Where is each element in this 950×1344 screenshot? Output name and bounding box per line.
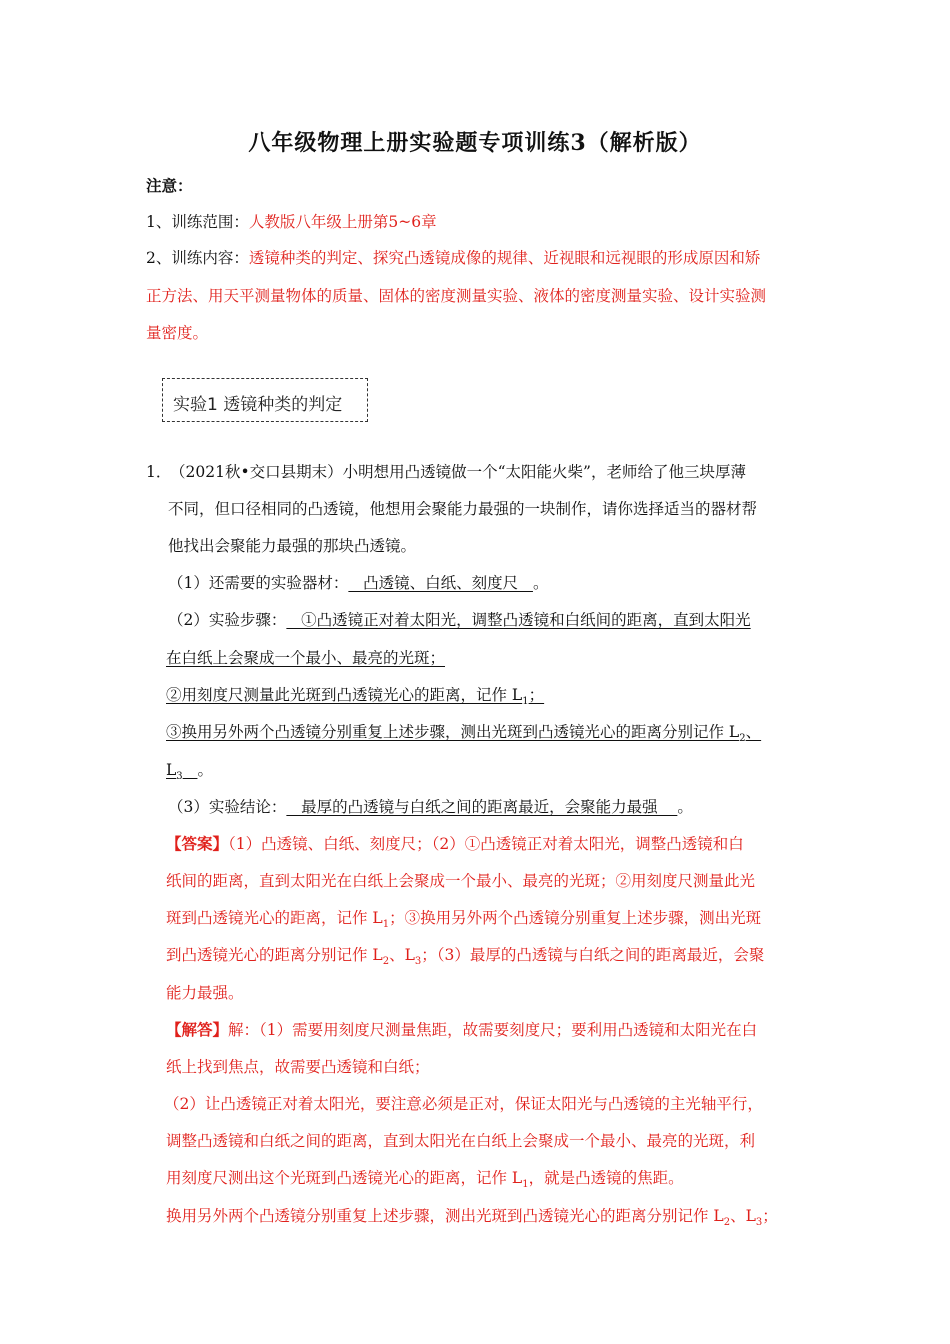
note-label: 注意：	[146, 176, 193, 195]
analysis-line-6-mid: 、L	[730, 1207, 756, 1225]
part-2-line-4-text: ③换用另外两个凸透镜分别重复上述步骤，测出光斑到凸透镜光心的距离分别记作 L	[166, 723, 740, 741]
part-2-end: 。	[197, 761, 213, 779]
answer-sub-3: 3	[414, 956, 422, 968]
part-1-answer: 凸透镜、白纸、刻度尺	[348, 574, 533, 592]
answer-line-4-end: ；（3）最厚的凸透镜与白纸之间的距离最近，会聚	[421, 946, 765, 964]
answer-line-3-end: ；③换用另外两个凸透镜分别重复上述步骤，测出光斑	[389, 909, 762, 927]
answer-line-1-text: （1）凸透镜、白纸、刻度尺；（2）①凸透镜正对着太阳光，调整凸透镜和白	[228, 835, 744, 853]
question-number: 1．	[146, 463, 172, 481]
part-1-end: 。	[532, 574, 549, 592]
part-1	[168, 573, 548, 593]
analysis-line-2: 纸上找到焦点，故需要凸透镜和白纸；	[166, 1058, 430, 1076]
answer-sub-2: 2	[382, 956, 390, 968]
page-title: 八年级物理上册实验题专项训练3（解析版）	[248, 130, 702, 156]
sub-2: 2	[739, 733, 746, 745]
training-content	[146, 248, 760, 268]
part-2-line-4-end: 、	[745, 723, 762, 741]
scope-prefix: 1、训练范围：	[146, 213, 249, 231]
question-line-3: 他找出会聚能力最强的那块凸透镜。	[168, 537, 417, 555]
answer-line-4-text: 到凸透镜光心的距离分别记作 L	[166, 946, 383, 964]
part-2-line-5	[166, 760, 213, 787]
answer-line-3-text: 斑到凸透镜光心的距离，记作 L	[166, 909, 383, 927]
part-3-answer: 最厚的凸透镜与白纸之间的距离最近，会聚能力最强	[286, 798, 678, 816]
answer-sub-1: 1	[382, 919, 390, 931]
analysis-sub-3: 3	[755, 1217, 763, 1229]
training-scope	[146, 212, 437, 232]
content-line-3: 量密度。	[146, 324, 209, 342]
part-2-line-5-pad	[183, 761, 198, 779]
analysis-label: 【解答】	[166, 1020, 229, 1039]
answer-line-4-mid: 、L	[389, 946, 415, 964]
analysis-line-5-text: 用刻度尺测出这个光斑到凸透镜光心的距离，记作 L	[166, 1169, 523, 1187]
analysis-line-4: 调整凸透镜和白纸之间的距离，直到太阳光在白纸上会聚成一个最小、最亮的光斑，利	[166, 1132, 756, 1150]
analysis-line-6-text: 换用另外两个凸透镜分别重复上述步骤，测出光斑到凸透镜光心的距离分别记作 L	[166, 1207, 724, 1225]
analysis-sub-1: 1	[522, 1179, 529, 1191]
section-heading-box	[162, 378, 368, 422]
part-2	[168, 610, 751, 630]
content-line-2: 正方法、用天平测量物体的质量、固体的密度测量实验、液体的密度测量实验、设计实验测	[146, 287, 767, 305]
part-2-line-5-text: L	[166, 761, 177, 779]
analysis-line-1-text: 解：（1）需要用刻度尺测量焦距，故需要刻度尺；要利用凸透镜和太阳光在白	[228, 1021, 758, 1039]
section-title: 实验1 透镜种类的判定	[173, 395, 343, 415]
answer-line-3	[166, 908, 761, 935]
sub-3: 3	[176, 771, 183, 783]
answer-line-2: 纸间的距离，直到太阳光在白纸上会聚成一个最小、最亮的光斑；②用刻度尺测量此光	[166, 872, 756, 890]
analysis-line-1	[166, 1020, 757, 1040]
question-line-2: 不同，但口径相同的凸透镜，他想用会聚能力最强的一块制作，请你选择适当的器材帮	[168, 500, 758, 518]
part-2-line-4	[166, 722, 761, 749]
analysis-sub-2: 2	[723, 1217, 731, 1229]
part-2-line-2: 在白纸上会聚成一个最小、最亮的光斑；	[166, 649, 446, 667]
scope-value: 人教版八年级上册第5~6章	[248, 213, 437, 231]
answer-line-1	[166, 834, 744, 854]
part-1-label: （1）还需要的实验器材：	[168, 574, 349, 592]
answer-line-5: 能力最强。	[166, 984, 244, 1002]
analysis-line-3: （2）让凸透镜正对着太阳光，要注意必须是正对，保证太阳光与凸透镜的主光轴平行，	[164, 1095, 763, 1113]
analysis-line-6	[166, 1206, 778, 1233]
question-line-1: （2021秋•交口县期末）小明想用凸透镜做一个“太阳能火柴”，老师给了他三块厚薄	[170, 463, 746, 481]
part-2-line-1: ①凸透镜正对着太阳光，调整凸透镜和白纸间的距离，直到太阳光	[286, 611, 751, 629]
analysis-line-5	[166, 1168, 684, 1195]
analysis-line-5-end: ，就是凸透镜的焦距。	[528, 1169, 684, 1187]
answer-label: 【答案】	[166, 834, 229, 853]
part-2-line-3-text: ②用刻度尺测量此光斑到凸透镜光心的距离，记作 L	[166, 686, 523, 704]
part-2-label: （2）实验步骤：	[168, 611, 287, 629]
content-prefix: 2、训练内容：	[146, 249, 249, 267]
part-2-line-3	[166, 685, 544, 712]
part-2-line-3-end: ；	[528, 686, 545, 704]
analysis-line-6-end: ；	[762, 1207, 778, 1225]
sub-1: 1	[522, 696, 529, 708]
part-3	[168, 797, 693, 817]
part-3-end: 。	[677, 798, 693, 816]
part-3-label: （3）实验结论：	[168, 798, 287, 816]
answer-line-4	[166, 945, 764, 972]
content-line-1: 透镜种类的判定、探究凸透镜成像的规律、近视眼和远视眼的形成原因和矫	[248, 249, 761, 267]
part-2-line-5-underlined	[166, 761, 197, 783]
